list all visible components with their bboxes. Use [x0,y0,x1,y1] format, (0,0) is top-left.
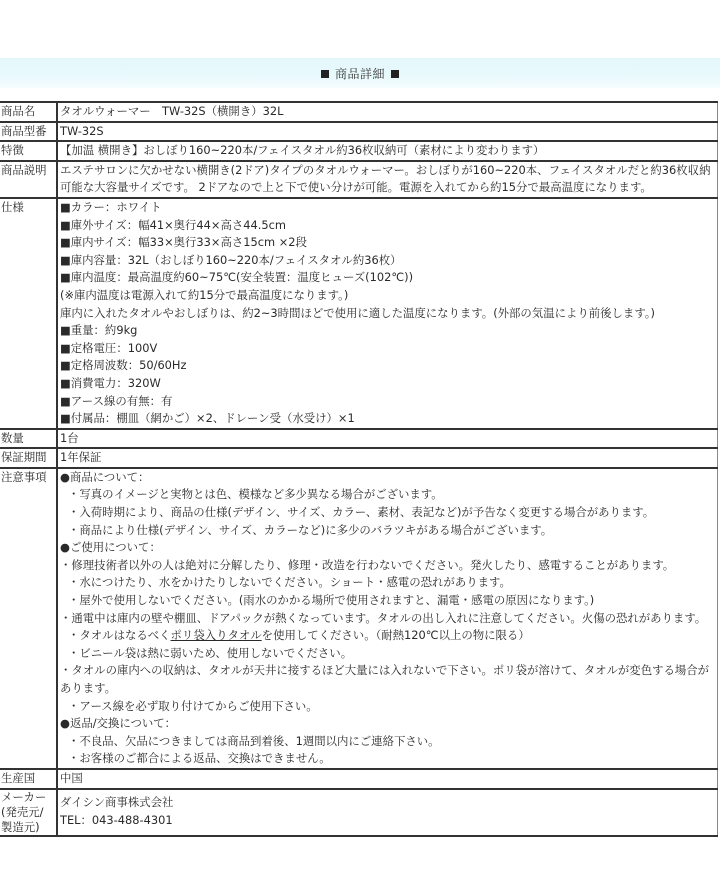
spec-outer-size: ■庫外サイズ：幅41×奥行44×高さ44.5cm [60,217,286,232]
row-label: 数量 [0,429,57,449]
spec-weight: ■重量：約9kg [60,323,138,338]
table-row-origin [0,769,718,789]
origin-value: 中国 [57,769,718,789]
note-item: ・お客様のご都合による返品、交換はできません。 [68,751,331,766]
spec-frequency: ■定格周波数：50/60Hz [60,358,187,373]
row-label: 商品名 [0,102,57,122]
table-row-warranty [0,448,718,468]
note-towel-prefix: ・タオルはなるべく [68,628,171,643]
spec-temperature-detail: 庫内に入れたタオルやおしぼりは、約2~3時間ほどで使用に適した温度になります。(外部の気温により前後します。) [60,305,655,320]
note-item: ・アース線を必ず取り付けてからご使用下さい。 [68,698,318,713]
row-label: 商品説明 [0,161,57,198]
spec-earth-wire: ■アース線の有無：有 [60,393,173,408]
row-label: 仕様 [0,198,57,429]
note-towel-underlined: ポリ袋入りタオル [170,628,262,643]
table-row-quantity [0,429,718,449]
note-item: ・入荷時期により、商品の仕様(デザイン、サイズ、カラー、素材、表記など)が予告なく変更する場合があります。 [68,505,655,520]
maker-label-line: 製造元) [1,819,40,834]
section-title-text: 商品詳細 [334,66,385,81]
row-label: 保証期間 [0,448,57,468]
section-header-band [0,58,720,88]
maker-company: ダイシン商事株式会社 [60,795,174,810]
note-item: ・商品により仕様(デザイン、サイズ、カラーなど)に多少のバラツキがある場合がございます。 [68,522,553,537]
description-value: エステサロンに欠かせない横開き(2ドア)タイプのタオルウォーマー。おしぼりが160~220本、フェイスタオルだと約36枚収納可能な大容量サイズです。 2ドアなので上と下で使い分けが可能。電源を入れてから約15分で最高温度になります。 [57,161,718,198]
spec-power: ■消費電力：320W [60,375,161,390]
note-item: ・通電中は庫内の壁や棚皿、ドアパックが熱くなっています。タオルの出し入れに注意してください。火傷の恐れがあります。 [60,610,707,625]
row-label-maker [0,789,57,836]
product-name-value: タオルウォーマー TW-32S（横開き）32L [57,102,718,122]
spec-temperature: ■庫内温度：最高温度約60~75℃(安全装置：温度ヒューズ(102℃)) [60,270,414,285]
maker-label-line: (発売元/ [1,804,44,819]
maker-value [57,789,718,836]
square-marker-icon [321,70,329,78]
square-marker-icon [391,70,399,78]
note-towel-suffix: を使用してください。（耐熱120℃以上の物に限る） [261,628,530,643]
row-label: 生産国 [0,769,57,789]
table-row-product-name [0,102,718,122]
note-item-towel [60,627,716,645]
model-number-value: TW-32S [57,122,718,142]
features-value: 【加温 横開き】おしぼり160~220本/フェイスタオル約36枚収納可（素材により変わります） [57,141,718,161]
maker-label-line: メーカー [1,789,47,804]
spec-inner-size: ■庫内サイズ：幅33×奥行33×高さ15cm ×2段 [60,235,307,250]
spec-accessories: ■付属品：棚皿（網かご）×2、ドレーン受（水受け）×1 [60,411,355,426]
row-label: 注意事項 [0,468,57,769]
note-item: ・写真のイメージと実物とは色、模様など多少異なる場合がございます。 [68,487,443,502]
notes-heading-usage: ●ご使用について： [60,540,161,555]
spec-voltage: ■定格電圧：100V [60,340,158,355]
spec-temperature-note: (※庫内温度は電源入れて約15分で最高温度になります。) [60,287,349,302]
specs-value [57,198,718,429]
table-row-description [0,161,718,198]
maker-tel: TEL：043-488-4301 [60,813,173,828]
table-row-notes [0,468,718,769]
note-item: ・ビニール袋は熱に弱いため、使用しないでください。 [68,645,353,660]
row-label: 商品型番 [0,122,57,142]
note-item: ・不良品、欠品につきましては商品到着後、1週間以内にご連絡下さい。 [68,733,440,748]
notes-value [57,468,718,769]
warranty-value: 1年保証 [57,448,718,468]
quantity-value: 1台 [57,429,718,449]
note-item: ・水につけたり、水をかけたりしないでください。ショート・感電の恐れがあります。 [68,575,511,590]
row-label: 特徴 [0,141,57,161]
spec-capacity: ■庫内容量：32L（おしぼり160~220本/フェイスタオル約36枚） [60,252,402,267]
table-row-specs [0,198,718,429]
table-row-model-number [0,122,718,142]
table-row-maker [0,789,718,836]
product-detail-table [0,101,718,837]
section-title [315,65,405,82]
spec-color: ■カラー：ホワイト [60,199,162,214]
note-item: ・タオルの庫内への収納は、タオルが天井に接するほど大量には入れないで下さい。ポリ袋が溶けて、タオルが変色する場合があります。 [60,663,710,695]
table-row-features [0,141,718,161]
note-item: ・修理技術者以外の人は絶対に分解したり、修理・改造を行わないでください。発火したり、感電することがあります。 [60,557,675,572]
note-item: ・屋外で使用しないでください。(雨水のかかる場所で使用されますと、漏電・感電の原因になります。) [68,593,595,608]
notes-heading-returns: ●返品/交換について： [60,716,177,731]
notes-heading-product: ●商品について： [60,469,150,484]
